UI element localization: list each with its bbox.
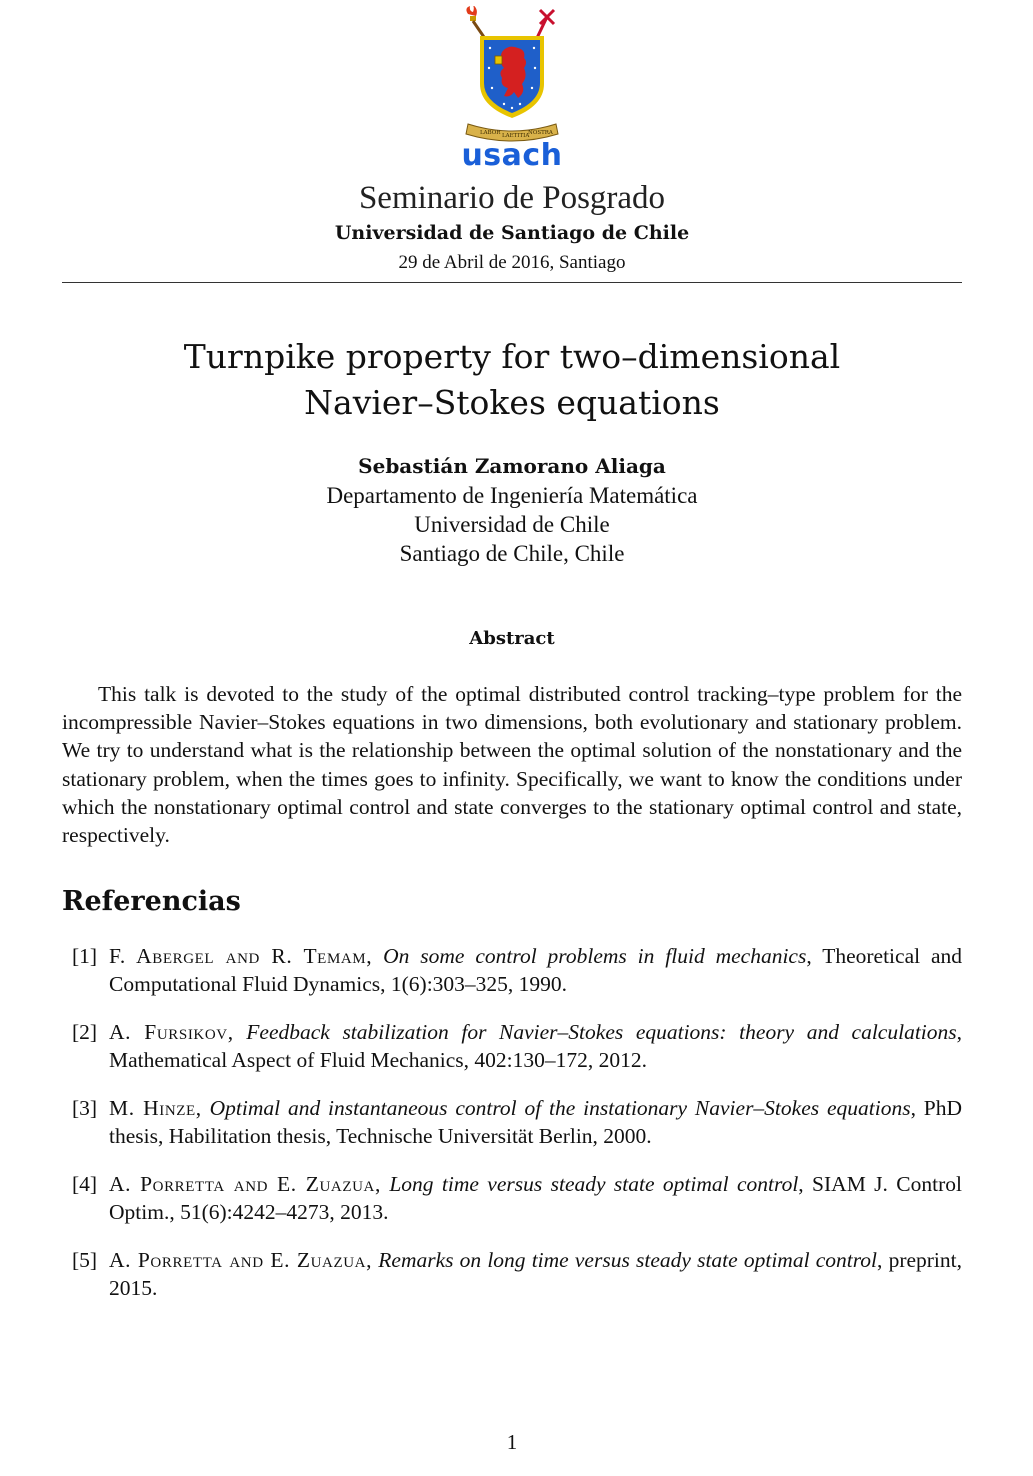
abstract-heading: Abstract [469, 628, 555, 649]
reference-item [62, 942, 962, 998]
reference-number: [5] [72, 1247, 98, 1272]
reference-number: [2] [72, 1019, 98, 1044]
motto-word-3: NOSTRA [528, 130, 553, 136]
abstract-body: This talk is devoted to the study of the optimal distributed control tracking–type problem for the incompressible Navier–Stokes equations in two dimensions, both evolutionary and stationary problem. We try to understand what is the relationship between the optimal solution of the nonstationary and the stationary problem, when the times goes to infinity. Specifically, we want to know the conditions under which the nonstationary optimal control and state converges to the stationary optimal control and state, respectively. [62, 682, 962, 848]
date-location: 29 de Abril de 2016, Santiago [398, 252, 626, 273]
author-department: Departamento de Ingeniería Matemática [326, 483, 698, 508]
reference-title: Feedback stabilization for Navier–Stokes equations: theory and calculations [246, 1019, 957, 1044]
references-list [62, 942, 962, 1322]
page-number: 1 [506, 1430, 518, 1454]
references-heading: Referencias [62, 886, 241, 917]
shield-icon [480, 36, 544, 118]
reference-item [62, 1018, 962, 1074]
header-divider [62, 282, 962, 283]
cross-icon [536, 10, 554, 40]
reference-details: , Theoretical and Computational Fluid Dynamics, 1(6):303–325, 1990. [109, 944, 963, 997]
reference-item [62, 1094, 962, 1150]
reference-item [62, 1170, 962, 1226]
document-page [62, 0, 962, 1476]
reference-title: Optimal and instantaneous control of the instationary Navier–Stokes equations [209, 1095, 911, 1120]
author-name: Sebastián Zamorano Aliaga [358, 454, 666, 478]
reference-details: , PhD thesis, Habilitation thesis, Technische Universität Berlin, 2000. [109, 1095, 963, 1149]
reference-number: [4] [72, 1171, 98, 1196]
reference-number: [1] [72, 944, 98, 968]
usach-wordmark: usach [461, 138, 563, 173]
reference-title: On some control problems in fluid mechanics [383, 944, 807, 968]
author-location: Santiago de Chile, Chile [399, 541, 625, 566]
torch-icon [466, 6, 486, 40]
usach-crest-logo [462, 6, 562, 142]
reference-authors: M. Hinze, [109, 1095, 202, 1120]
reference-item [62, 1246, 962, 1302]
reference-number: [3] [72, 1095, 98, 1120]
talk-title [62, 334, 962, 426]
reference-authors: A. Fursikov, [109, 1019, 234, 1044]
motto-word-2: LAETITIA [502, 133, 530, 139]
seminar-title: Seminario de Posgrado [358, 180, 666, 216]
host-university: Universidad de Santiago de Chile [334, 222, 690, 244]
motto-word-1: LABOR [480, 130, 501, 136]
talk-title-line-1: Turnpike property for two–dimensional [183, 337, 841, 376]
reference-authors: A. Porretta and E. Zuazua, [109, 1171, 381, 1196]
reference-authors: A. Porretta and E. Zuazua, [109, 1247, 373, 1272]
reference-title: Long time versus steady state optimal control [389, 1171, 799, 1196]
reference-details: , Mathematical Aspect of Fluid Mechanics, 402:130–172, 2012. [109, 1019, 963, 1073]
reference-title: Remarks on long time versus steady state optimal control [378, 1247, 878, 1272]
reference-authors: F. Abergel and R. Temam, [109, 944, 373, 968]
author-university: Universidad de Chile [414, 512, 610, 537]
reference-details: , preprint, 2015. [109, 1247, 963, 1300]
talk-title-line-2: Navier–Stokes equations [304, 383, 720, 422]
author-block [62, 452, 962, 568]
reference-details: , SIAM J. Control Optim., 51(6):4242–4273, 2013. [109, 1171, 963, 1224]
